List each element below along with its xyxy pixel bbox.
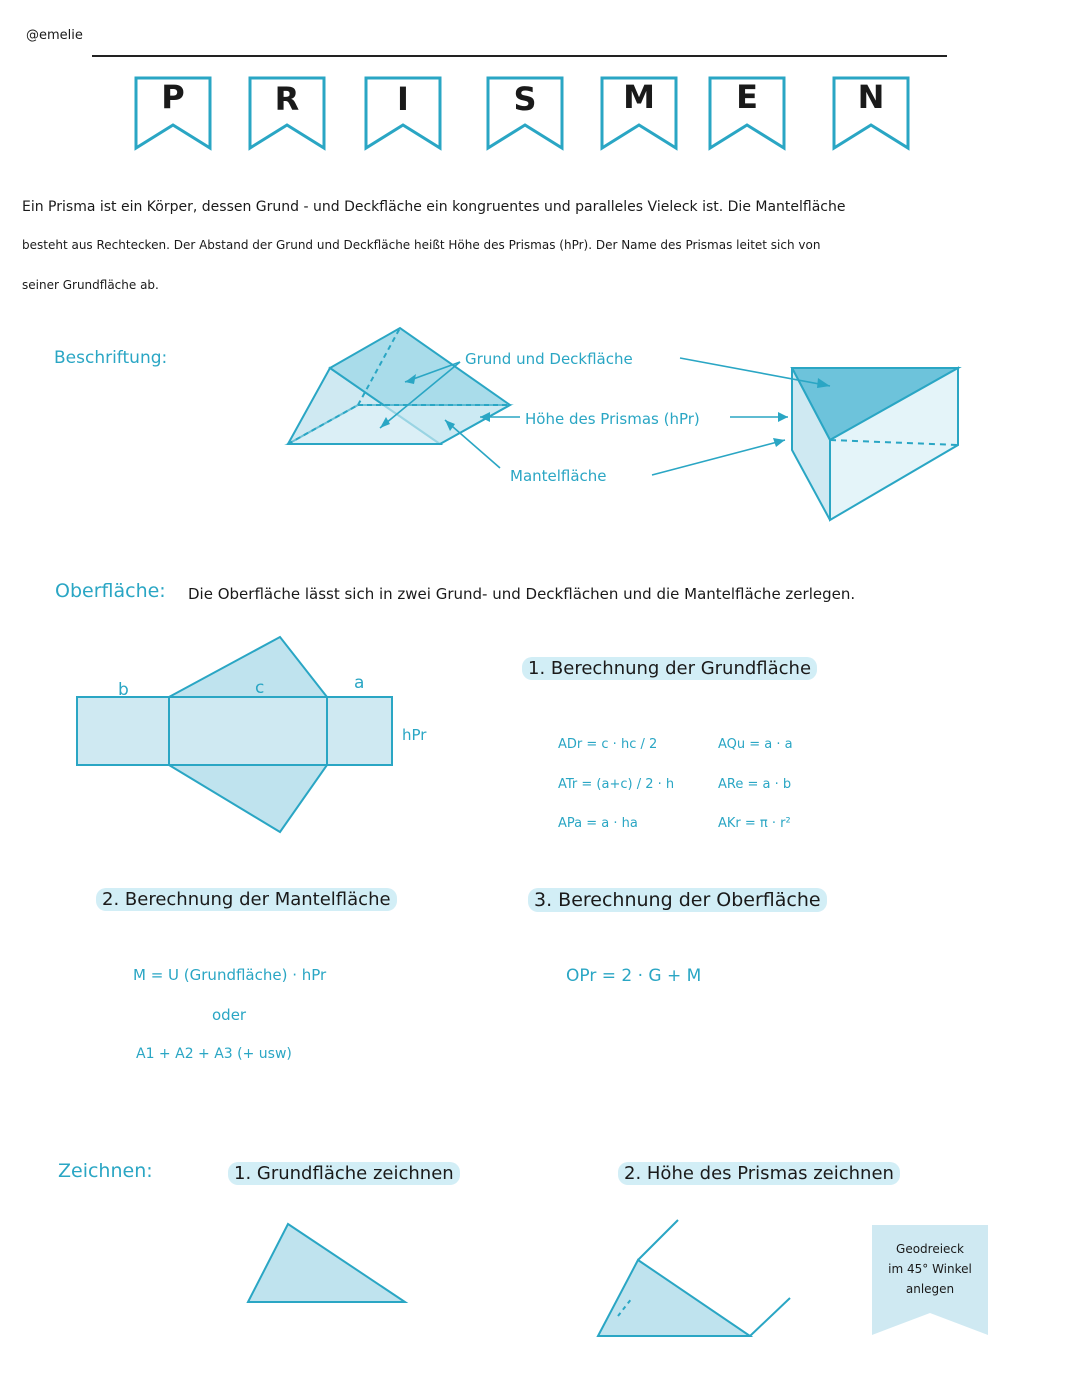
formula-quadrat: AQu = a · a bbox=[718, 737, 793, 752]
oberflaeche-calc-title: 3. Berechnung der Oberfläche bbox=[528, 888, 827, 912]
intro-line-1: Ein Prisma ist ein Körper, dessen Grund - und Deckfläche ein kongruentes und paralleles Vieleck ist. Die Mantelfläche bbox=[22, 199, 846, 215]
beschriftung-heading: Beschriftung: bbox=[54, 348, 168, 368]
net-label-a: a bbox=[354, 673, 365, 693]
oder-text: oder bbox=[212, 1006, 247, 1024]
title-banner bbox=[128, 70, 928, 165]
formula-mantel-2: A1 + A2 + A3 (+ usw) bbox=[136, 1046, 292, 1062]
oberflaeche-text: Die Oberfläche lässt sich in zwei Grund- und Deckflächen und die Mantelfläche zerlegen. bbox=[188, 585, 856, 603]
note-line-1: Geodreieck bbox=[896, 1242, 964, 1256]
label-mantelflaeche: Mantelfläche bbox=[510, 467, 607, 485]
prism-net-diagram bbox=[60, 620, 427, 850]
formula-kreis: AKr = π · r² bbox=[718, 816, 791, 831]
author-handle: @emelie bbox=[26, 28, 83, 43]
formula-parallelogramm: APa = a · ha bbox=[558, 816, 638, 831]
formula-mantel-1: M = U (Grundfläche) · hPr bbox=[133, 966, 327, 984]
title-letter: S bbox=[513, 80, 537, 118]
title-letter: P bbox=[161, 78, 185, 116]
title-rule bbox=[92, 55, 947, 57]
hoehe-zeichnen-diagram bbox=[590, 1210, 800, 1345]
net-label-b: b bbox=[118, 680, 129, 700]
note-line-2: im 45° Winkel bbox=[888, 1262, 972, 1276]
title-letter: I bbox=[397, 80, 409, 118]
title-letter: E bbox=[736, 78, 758, 116]
title-letter: M bbox=[623, 78, 655, 116]
mantelflaeche-title: 2. Berechnung der Mantelfläche bbox=[96, 888, 397, 911]
lying-prism bbox=[288, 328, 510, 444]
label-grund-deckflaeche: Grund und Deckfläche bbox=[465, 350, 633, 368]
net-label-h: hPr bbox=[402, 726, 427, 744]
standing-prism bbox=[792, 368, 958, 520]
formula-dreieck: ADr = c · hc / 2 bbox=[558, 737, 658, 752]
note-line-3: anlegen bbox=[905, 1282, 955, 1296]
zeichnen-step-2: 2. Höhe des Prismas zeichnen bbox=[618, 1162, 900, 1185]
intro-line-2: besteht aus Rechtecken. Der Abstand der Grund und Deckfläche heißt Höhe des Prismas (hPr). Der Name des Prismas leitet sich von bbox=[22, 238, 821, 252]
grundflaeche-title: 1. Berechnung der Grundfläche bbox=[522, 657, 817, 680]
net-label-c: c bbox=[255, 678, 265, 698]
intro-line-3: seiner Grundfläche ab. bbox=[22, 278, 159, 292]
zeichnen-heading: Zeichnen: bbox=[58, 1160, 153, 1182]
formula-rechteck: ARe = a · b bbox=[718, 777, 792, 792]
zeichnen-step-1: 1. Grundfläche zeichnen bbox=[228, 1162, 460, 1185]
formula-trapez: ATr = (a+c) / 2 · h bbox=[558, 777, 675, 792]
label-hoehe-prisma: Höhe des Prismas (hPr) bbox=[525, 410, 700, 428]
title-letter: R bbox=[274, 80, 300, 118]
formula-oberflaeche: OPr = 2 · G + M bbox=[566, 966, 702, 986]
grundflaeche-triangle bbox=[240, 1215, 420, 1315]
title-letter: N bbox=[857, 78, 885, 116]
oberflaeche-heading: Oberfläche: bbox=[55, 580, 166, 602]
geodreieck-note bbox=[872, 1225, 988, 1335]
